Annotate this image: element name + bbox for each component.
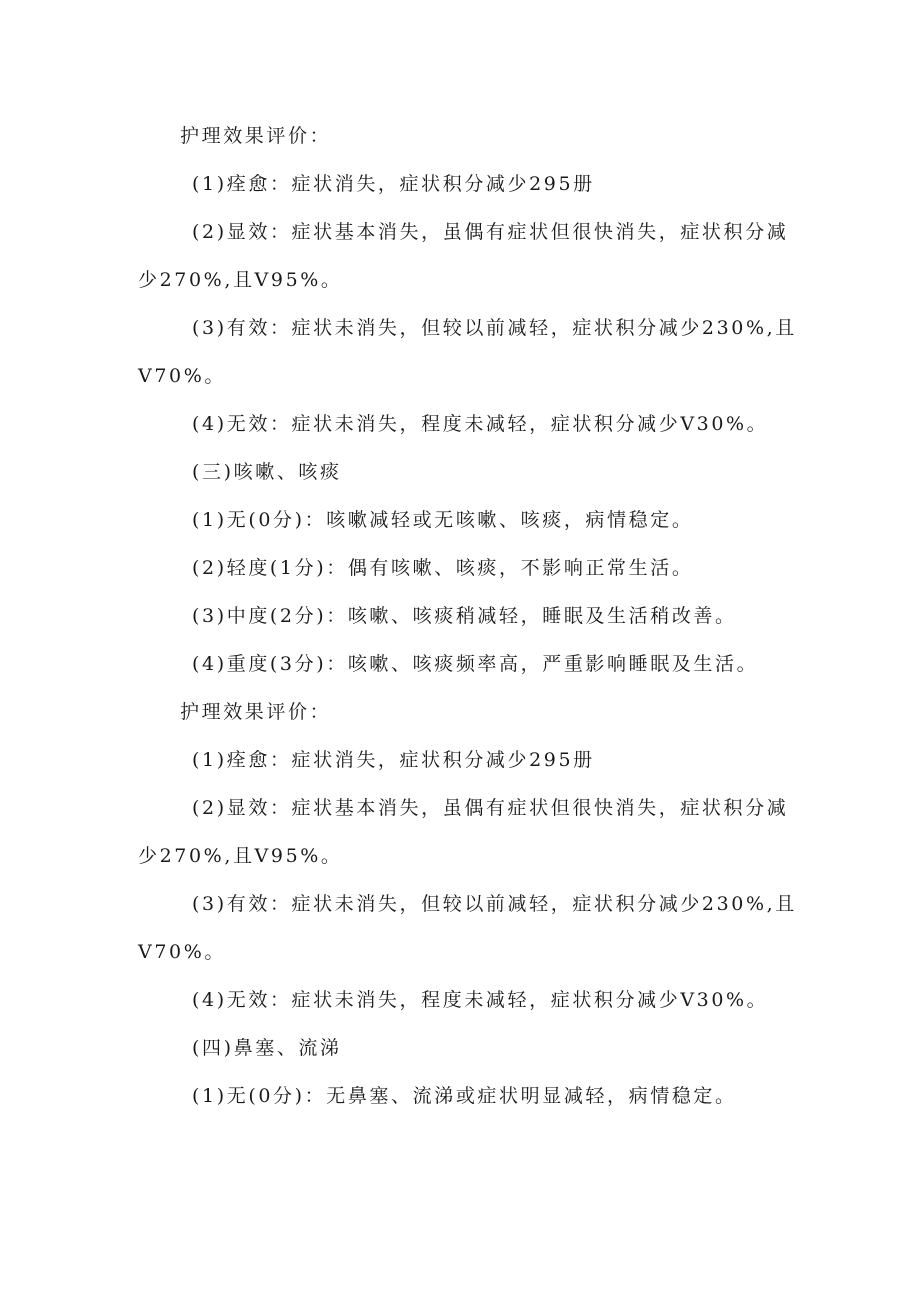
- paragraph-line: (1)痊愈：症状消失，症状积分减少295册: [192, 173, 595, 195]
- section-heading-evaluation: 护理效果评价：: [180, 701, 332, 723]
- section-heading-evaluation: 护理效果评价：: [180, 125, 332, 147]
- paragraph-line-continued: 少270%,且V95%。: [138, 269, 343, 291]
- paragraph-line: (2)显效：症状基本消失，虽偶有症状但很快消失，症状积分减: [192, 221, 789, 243]
- paragraph-line: (4)无效：症状未消失，程度未减轻，症状积分减少V30%。: [192, 413, 769, 435]
- paragraph-line: (2)轻度(1分)：偶有咳嗽、咳痰，不影响正常生活。: [192, 557, 694, 579]
- paragraph-line-continued: V70%。: [138, 941, 226, 963]
- paragraph-line: (3)中度(2分)：咳嗽、咳痰稍减轻，睡眠及生活稍改善。: [192, 605, 737, 627]
- paragraph-line: (1)无(0分)：咳嗽减轻或无咳嗽、咳痰，病情稳定。: [192, 509, 694, 531]
- paragraph-line: (1)无(0分)：无鼻塞、流涕或症状明显减轻，病情稳定。: [192, 1085, 737, 1107]
- paragraph-line: (3)有效：症状未消失，但较以前减轻，症状积分减少230%,且: [192, 893, 797, 915]
- paragraph-line: (1)痊愈：症状消失，症状积分减少295册: [192, 749, 595, 771]
- section-heading-cough: (三)咳嗽、咳痰: [192, 461, 342, 483]
- document-body: [138, 112, 797, 1120]
- paragraph-line-continued: 少270%,且V95%。: [138, 845, 343, 867]
- paragraph-line: (3)有效：症状未消失，但较以前减轻，症状积分减少230%,且: [192, 317, 797, 339]
- paragraph-line-continued: V70%。: [138, 365, 226, 387]
- paragraph-line: (4)重度(3分)：咳嗽、咳痰频率高，严重影响睡眠及生活。: [192, 653, 759, 675]
- paragraph-line: (2)显效：症状基本消失，虽偶有症状但很快消失，症状积分减: [192, 797, 789, 819]
- section-heading-nasal: (四)鼻塞、流涕: [192, 1037, 342, 1059]
- paragraph-line: (4)无效：症状未消失，程度未减轻，症状积分减少V30%。: [192, 989, 769, 1011]
